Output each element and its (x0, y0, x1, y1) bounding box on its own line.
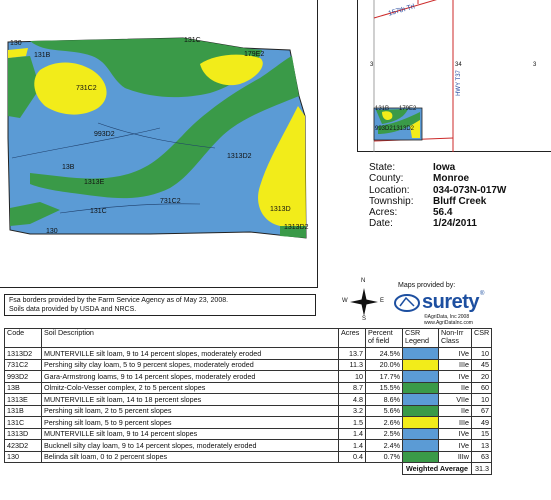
non-irr-class: IIe (439, 405, 472, 417)
notes-line: Soils data provided by USDA and NRCS. (9, 306, 137, 313)
info-acres: 56.4 (433, 207, 453, 219)
csr-value: 63 (472, 451, 492, 463)
map-soil-label: 1313D (270, 206, 291, 213)
soil-percent: 17.7% (366, 371, 403, 383)
csr-legend-swatch (403, 371, 439, 383)
table-row (5, 440, 492, 452)
compass-n: N (361, 278, 366, 284)
soil-acres: 11.3 (339, 359, 366, 371)
provider-heading: Maps provided by: (398, 282, 456, 289)
soil-acres: 0.4 (339, 451, 366, 463)
non-irr-class: IIIe (439, 359, 472, 371)
map-soil-label: 1313D2 (227, 153, 252, 160)
soil-code: 131C (5, 417, 42, 429)
non-irr-class: IVe (439, 371, 472, 383)
info-key: County: (369, 173, 404, 185)
soil-acres: 1.5 (339, 417, 366, 429)
col-header: Code (5, 329, 42, 348)
map-soil-label: 13B (62, 164, 75, 171)
csr-legend-swatch (403, 359, 439, 371)
table-row (5, 394, 492, 406)
soil-percent: 20.0% (366, 359, 403, 371)
location-inset (357, 0, 551, 152)
compass-rose (342, 278, 385, 322)
table-row (5, 359, 492, 371)
section-number: 3 (370, 62, 374, 68)
soil-percent: 2.5% (366, 428, 403, 440)
soil-code: 13B (5, 382, 42, 394)
soil-percent: 15.5% (366, 382, 403, 394)
compass-e: E (380, 298, 385, 304)
col-header: CSR (472, 329, 492, 348)
map-soil-label: 1313D2 (284, 224, 309, 231)
road-label: 157th Trl (387, 3, 416, 18)
csr-value: 13 (472, 440, 492, 452)
weighted-average-value: 31.3 (472, 463, 492, 475)
non-irr-class: IVe (439, 348, 472, 360)
soil-code: 130 (5, 451, 42, 463)
inset-mini-label: 1313D2 (393, 126, 415, 132)
section-number: 3 (533, 62, 537, 68)
info-county: Monroe (433, 173, 470, 185)
csr-legend-swatch (403, 394, 439, 406)
table-row (5, 382, 492, 394)
map-soil-label: 131C (184, 37, 201, 44)
col-header: Non-Irr Class (439, 329, 472, 348)
csr-value: 45 (472, 359, 492, 371)
map-soil-label: 731C2 (160, 198, 181, 205)
map-soil-label: 179E2 (244, 51, 265, 58)
csr-legend-swatch (403, 428, 439, 440)
info-date: 1/24/2011 (433, 218, 477, 230)
csr-legend-swatch (403, 417, 439, 429)
map-soil-label: 131B (34, 52, 51, 59)
soil-description: Pershing silty clay loam, 5 to 9 percent slopes, moderately eroded (42, 359, 339, 371)
non-irr-class: IIIw (439, 451, 472, 463)
weighted-average-row (5, 463, 492, 475)
non-irr-class: IIe (439, 382, 472, 394)
soil-code: 1313D (5, 428, 42, 440)
location-info (369, 162, 506, 230)
soil-code: 993D2 (5, 371, 42, 383)
soil-percent: 0.7% (366, 451, 403, 463)
provider-url: www.AgriDataInc.com (424, 320, 473, 326)
notes-line: Fsa borders provided by the Farm Service Agency as of May 23, 2008. (9, 297, 229, 304)
soil-code: 131B (5, 405, 42, 417)
map-soil-label: 130 (10, 40, 22, 47)
col-header: Percent of field (366, 329, 403, 348)
compass-w: W (342, 298, 348, 304)
non-irr-class: IIIe (439, 417, 472, 429)
weighted-average-label: Weighted Average (403, 463, 472, 475)
soil-percent: 2.4% (366, 440, 403, 452)
csr-value: 20 (472, 371, 492, 383)
table-row (5, 428, 492, 440)
csr-value: 60 (472, 382, 492, 394)
col-header: Soil Description (42, 329, 339, 348)
info-key: State: (369, 162, 396, 173)
soil-description: Pershing silt loam, 2 to 5 percent slopes (42, 405, 339, 417)
csr-value: 10 (472, 348, 492, 360)
info-key: Acres: (369, 207, 398, 219)
table-row (5, 451, 492, 463)
soil-description: MUNTERVILLE silt loam, 9 to 14 percent slopes (42, 428, 339, 440)
csr-legend-swatch (403, 405, 439, 417)
table-row (5, 417, 492, 429)
soil-description: Bucknell silty clay loam, 9 to 14 percent slopes, moderately eroded (42, 440, 339, 452)
soil-code: 1313E (5, 394, 42, 406)
section-number: 34 (455, 62, 462, 68)
info-key: Location: (369, 184, 410, 196)
csr-legend-swatch (403, 348, 439, 360)
csr-legend-swatch (403, 440, 439, 452)
soil-code: 731C2 (5, 359, 42, 371)
soil-code: 1313D2 (5, 348, 42, 360)
col-header: Acres (339, 329, 366, 348)
info-state: Iowa (433, 162, 456, 173)
soil-acres: 8.7 (339, 382, 366, 394)
soil-acres: 1.4 (339, 428, 366, 440)
table-row (5, 405, 492, 417)
map-soil-label: 993D2 (94, 131, 115, 138)
map-soil-label: 731C2 (76, 85, 97, 92)
hwy-label: HWY T37 (455, 70, 462, 96)
info-key: Date: (369, 218, 393, 230)
soil-acres: 4.8 (339, 394, 366, 406)
soil-description: Olmitz-Colo-Vesser complex, 2 to 5 percent slopes (42, 382, 339, 394)
csr-value: 15 (472, 428, 492, 440)
inset-mini-label: 131B (375, 106, 390, 112)
csr-value: 67 (472, 405, 492, 417)
soil-description: Gara-Armstrong loams, 9 to 14 percent slopes, moderately eroded (42, 371, 339, 383)
soil-acres: 10 (339, 371, 366, 383)
col-header: CSR Legend (403, 329, 439, 348)
info-location: 034-073N-017W (433, 184, 507, 196)
csr-value: 10 (472, 394, 492, 406)
soil-description: MUNTERVILLE silt loam, 14 to 18 percent slopes (42, 394, 339, 406)
compass-s: S (362, 316, 367, 322)
soil-description: Pershing silt loam, 5 to 9 percent slopes (42, 417, 339, 429)
table-row (5, 371, 492, 383)
map-provider: Maps provided by: surety ® ©AgriData, Inc 2008 www.AgriDataInc.com (394, 282, 504, 326)
soil-acres: 3.2 (339, 405, 366, 417)
non-irr-class: IVe (439, 428, 472, 440)
map-soil-label: 1313E (84, 179, 105, 186)
info-township: Bluff Creek (433, 195, 487, 207)
map-soil-label: 131C (90, 208, 107, 215)
soil-percent: 5.6% (366, 405, 403, 417)
non-irr-class: IVe (439, 440, 472, 452)
soil-percent: 2.6% (366, 417, 403, 429)
data-source-notes (4, 294, 316, 316)
soil-percent: 8.6% (366, 394, 403, 406)
soil-description: Belinda silt loam, 0 to 2 percent slopes (42, 451, 339, 463)
provider-brand: surety (422, 291, 480, 313)
soil-map (0, 0, 318, 288)
soil-map-frame (0, 0, 318, 288)
map-soil-label: 130 (46, 228, 58, 235)
inset-mini-label: 993D2 (375, 126, 393, 132)
csr-legend-swatch (403, 451, 439, 463)
soil-table (4, 328, 492, 475)
table-header-row (5, 329, 492, 348)
inset-mini-label: 179E2 (399, 106, 417, 112)
soil-acres: 1.4 (339, 440, 366, 452)
surety-logo-icon (394, 294, 420, 312)
soil-code: 423D2 (5, 440, 42, 452)
soil-percent: 24.5% (366, 348, 403, 360)
csr-value: 49 (472, 417, 492, 429)
provider-copyright: ©AgriData, Inc 2008 (424, 314, 470, 320)
soil-description: MUNTERVILLE silt loam, 9 to 14 percent slopes, moderately eroded (42, 348, 339, 360)
csr-legend-swatch (403, 382, 439, 394)
soil-acres: 13.7 (339, 348, 366, 360)
table-row (5, 348, 492, 360)
info-key: Township: (369, 195, 414, 207)
non-irr-class: VIIe (439, 394, 472, 406)
